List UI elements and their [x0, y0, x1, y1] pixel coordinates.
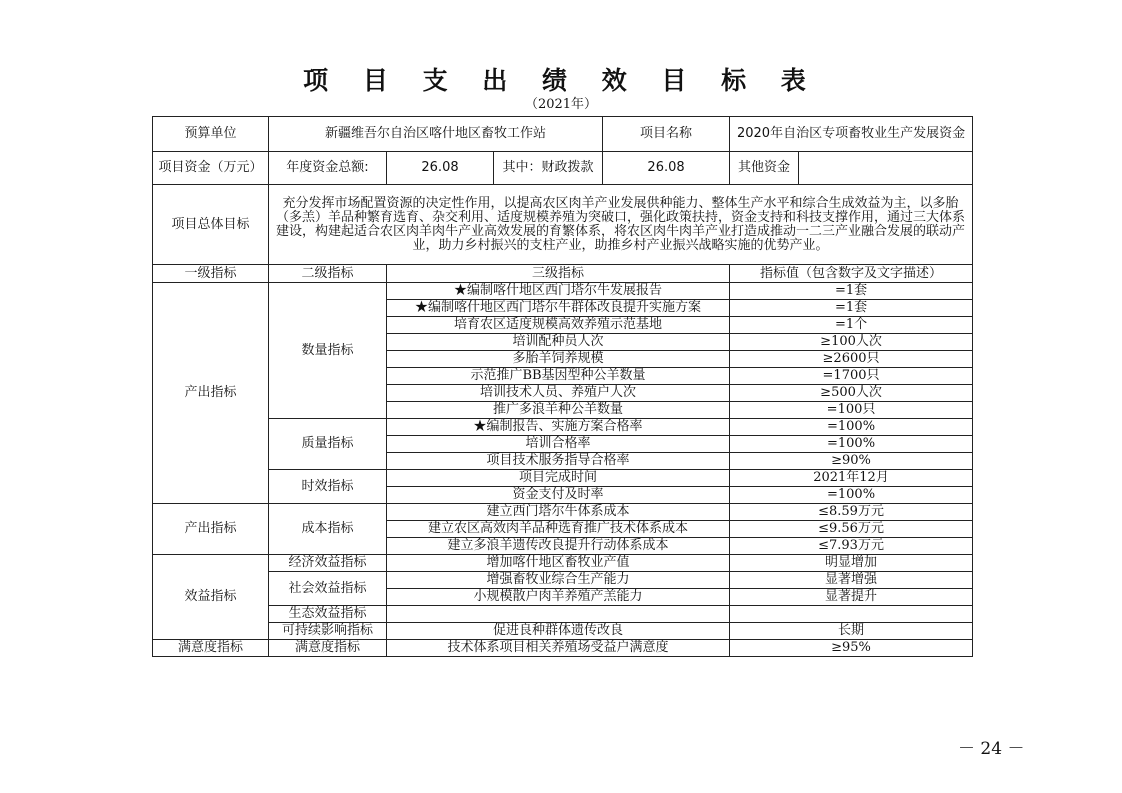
level2-indicator: 成本指标 [269, 504, 387, 555]
indicator-value: ≤9.56万元 [730, 521, 973, 538]
table-row [153, 504, 973, 521]
indicator-value: =100只 [730, 402, 973, 419]
level3-indicator: 推广多浪羊种公羊数量 [387, 402, 730, 419]
level3-indicator: 资金支付及时率 [387, 487, 730, 504]
year-subtitle: （2021年） [524, 97, 598, 112]
annual-total-value: 26.08 [387, 152, 494, 185]
level3-indicator: ★编制喀什地区西门塔尔牛群体改良提升实施方案 [387, 300, 730, 317]
level1-indicator: 产出指标 [153, 504, 269, 555]
level3-indicator: 技术体系项目相关养殖场受益户满意度 [387, 640, 730, 657]
level3-indicator: 培育农区适度规模高效养殖示范基地 [387, 317, 730, 334]
level2-indicator: 经济效益指标 [269, 555, 387, 572]
table-row [153, 572, 973, 589]
column-header-row [153, 265, 973, 283]
annual-total-label: 年度资金总额: [269, 152, 387, 185]
table-row [153, 640, 973, 657]
project-name-value: 2020年自治区专项畜牧业生产发展资金 [730, 117, 973, 152]
budget-unit-value: 新疆维吾尔自治区喀什地区畜牧工作站 [269, 117, 603, 152]
level3-indicator: 项目完成时间 [387, 470, 730, 487]
table-row [153, 470, 973, 487]
fiscal-value: 26.08 [603, 152, 730, 185]
indicator-value: ≥2600只 [730, 351, 973, 368]
level3-indicator: 培训技术人员、养殖户人次 [387, 385, 730, 402]
project-name-label: 项目名称 [603, 117, 730, 152]
level2-indicator: 数量指标 [269, 283, 387, 419]
budget-unit-label: 预算单位 [153, 117, 269, 152]
level3-indicator: 建立多浪羊遗传改良提升行动体系成本 [387, 538, 730, 555]
indicator-value: =100% [730, 436, 973, 453]
table-row [153, 555, 973, 572]
level3-indicator: 增强畜牧业综合生产能力 [387, 572, 730, 589]
level3-indicator: ★编制喀什地区西门塔尔牛发展报告 [387, 283, 730, 300]
indicator-value: =1700只 [730, 368, 973, 385]
level3-indicator: 多胎羊饲养规模 [387, 351, 730, 368]
level3-indicator: 示范推广BB基因型种公羊数量 [387, 368, 730, 385]
goal-row [153, 185, 973, 265]
level2-indicator: 生态效益指标 [269, 606, 387, 623]
indicator-value: =1套 [730, 283, 973, 300]
table-row [153, 606, 973, 623]
col-level2-header: 二级指标 [269, 265, 387, 283]
col-level1-header: 一级指标 [153, 265, 269, 283]
table-row [153, 623, 973, 640]
other-funds-value [799, 152, 973, 185]
goal-text: 充分发挥市场配置资源的决定性作用，以提高农区肉羊产业发展供种能力、整体生产水平和综合生成效益为主，以多胎（多羔）羊品种繁育选育、杂交利用、适度规模养殖为突破口，强化政策扶持，资金支持和科技支撑作用，通过三大体系建设，构建起适合农区肉羊肉牛产业高效发展的育繁体系，将农区肉牛肉羊产业打造成推动一二三产业融合发展的联动产业，助力乡村振兴的支柱产业，助推乡村产业振兴战略实施的优势产业。 [269, 185, 973, 265]
header-row [153, 117, 973, 152]
indicator-value: 明显增加 [730, 555, 973, 572]
indicator-value: =1套 [730, 300, 973, 317]
level3-indicator: 促进良种群体遗传改良 [387, 623, 730, 640]
indicator-value: 2021年12月 [730, 470, 973, 487]
level3-indicator: 培训配种员人次 [387, 334, 730, 351]
indicator-value: ≥90% [730, 453, 973, 470]
level3-indicator: 小规模散户肉羊养殖产羔能力 [387, 589, 730, 606]
col-value-header: 指标值（包含数字及文字描述） [730, 265, 973, 283]
other-funds-label: 其他资金 [730, 152, 799, 185]
table-row [153, 283, 973, 300]
performance-goal-table [152, 116, 973, 657]
level2-indicator: 可持续影响指标 [269, 623, 387, 640]
page-title: 项 目 支 出 绩 效 目 标 表 [303, 66, 819, 95]
level3-indicator: 增加喀什地区畜牧业产值 [387, 555, 730, 572]
level2-indicator: 满意度指标 [269, 640, 387, 657]
indicator-value: =100% [730, 419, 973, 436]
col-level3-header: 三级指标 [387, 265, 730, 283]
indicator-value: ≤7.93万元 [730, 538, 973, 555]
level1-indicator: 满意度指标 [153, 640, 269, 657]
indicator-value: ≥95% [730, 640, 973, 657]
level1-indicator: 效益指标 [153, 555, 269, 640]
table-body [153, 117, 973, 657]
level3-indicator: 项目技术服务指导合格率 [387, 453, 730, 470]
level2-indicator: 社会效益指标 [269, 572, 387, 606]
indicator-value: 长期 [730, 623, 973, 640]
level2-indicator: 质量指标 [269, 419, 387, 470]
level3-indicator: ★编制报告、实施方案合格率 [387, 419, 730, 436]
indicator-value: =1个 [730, 317, 973, 334]
funds-label: 项目资金（万元） [153, 152, 269, 185]
indicator-value: ≤8.59万元 [730, 504, 973, 521]
goal-label: 项目总体目标 [153, 185, 269, 265]
fiscal-label: 其中：财政拨款 [494, 152, 603, 185]
page-number: － 24 － [958, 739, 1025, 759]
funds-row [153, 152, 973, 185]
level1-indicator: 产出指标 [153, 283, 269, 504]
indicator-value: ≥100人次 [730, 334, 973, 351]
level2-indicator: 时效指标 [269, 470, 387, 504]
level3-indicator [387, 606, 730, 623]
indicator-value: 显著提升 [730, 589, 973, 606]
indicator-value [730, 606, 973, 623]
level3-indicator: 建立西门塔尔牛体系成本 [387, 504, 730, 521]
indicator-value: ≥500人次 [730, 385, 973, 402]
indicator-value: =100% [730, 487, 973, 504]
level3-indicator: 培训合格率 [387, 436, 730, 453]
table-row [153, 419, 973, 436]
level3-indicator: 建立农区高效肉羊品种选育推广技术体系成本 [387, 521, 730, 538]
indicator-value: 显著增强 [730, 572, 973, 589]
